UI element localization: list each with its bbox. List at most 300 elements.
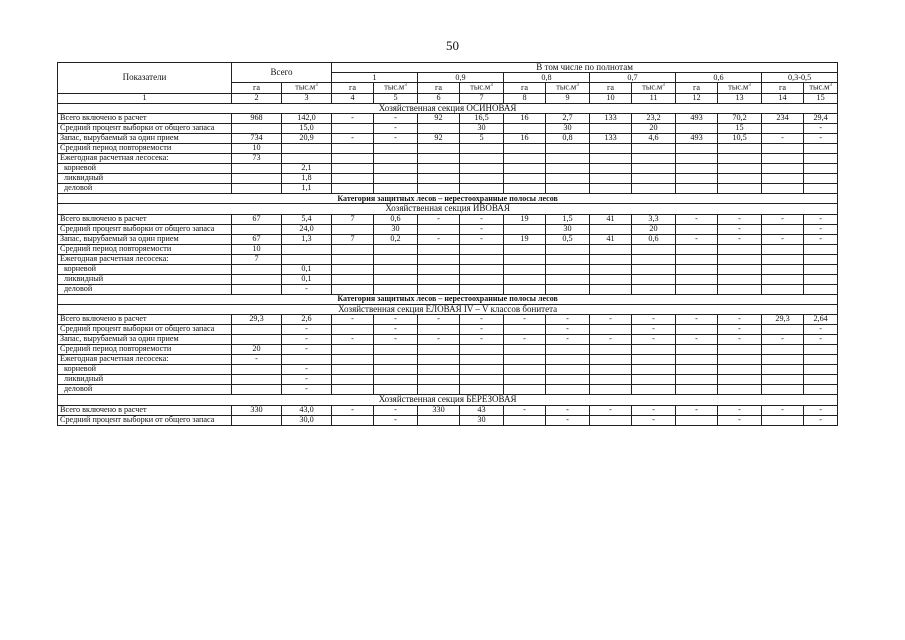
column-number: 3 xyxy=(282,93,332,103)
data-cell: - xyxy=(374,124,418,134)
data-cell: - xyxy=(762,405,804,415)
density-header: 0,6 xyxy=(676,73,762,83)
data-cell xyxy=(460,144,504,154)
data-cell xyxy=(332,124,374,134)
table-row xyxy=(58,335,838,345)
data-cell xyxy=(546,365,590,375)
unit-vol-sup: 3 xyxy=(576,83,579,89)
data-cell: 493 xyxy=(676,134,718,144)
data-cell xyxy=(374,345,418,355)
data-cell xyxy=(590,345,632,355)
table-row xyxy=(58,415,838,425)
data-cell: - xyxy=(546,325,590,335)
data-cell xyxy=(504,224,546,234)
data-cell: - xyxy=(762,214,804,224)
data-cell xyxy=(460,355,504,365)
data-cell xyxy=(332,174,374,184)
row-label: деловой xyxy=(58,184,232,194)
data-cell xyxy=(332,254,374,264)
data-cell xyxy=(762,224,804,234)
data-cell xyxy=(418,144,460,154)
data-cell xyxy=(762,124,804,134)
data-cell xyxy=(418,385,460,395)
data-cell xyxy=(632,365,676,375)
column-number: 6 xyxy=(418,93,460,103)
data-cell xyxy=(590,264,632,274)
data-cell xyxy=(718,264,762,274)
table-row xyxy=(58,244,838,254)
data-cell xyxy=(590,415,632,425)
data-cell: 20 xyxy=(632,224,676,234)
data-cell: 10 xyxy=(232,144,282,154)
row-label: Ежегодная расчетная лесосека: xyxy=(58,254,232,264)
data-cell: - xyxy=(282,365,332,375)
data-cell xyxy=(676,244,718,254)
data-cell: - xyxy=(804,405,838,415)
data-cell: - xyxy=(418,315,460,325)
data-cell: - xyxy=(804,335,838,345)
data-cell: 493 xyxy=(676,114,718,124)
data-cell: 67 xyxy=(232,214,282,224)
data-cell xyxy=(676,224,718,234)
data-cell xyxy=(632,144,676,154)
data-cell xyxy=(418,124,460,134)
data-cell: 133 xyxy=(590,134,632,144)
data-cell xyxy=(590,325,632,335)
data-cell xyxy=(504,164,546,174)
data-cell xyxy=(632,345,676,355)
data-cell: - xyxy=(332,335,374,345)
data-cell: 30 xyxy=(460,415,504,425)
data-cell xyxy=(632,385,676,395)
data-cell xyxy=(676,345,718,355)
data-cell xyxy=(332,224,374,234)
indicators-header: Показатели xyxy=(58,63,232,94)
data-cell xyxy=(804,375,838,385)
data-cell: 15,0 xyxy=(282,124,332,134)
data-cell xyxy=(418,244,460,254)
unit-ha-header: га xyxy=(676,83,718,93)
data-cell: 30 xyxy=(460,124,504,134)
data-cell xyxy=(232,184,282,194)
data-cell xyxy=(546,154,590,164)
column-number: 13 xyxy=(718,93,762,103)
data-cell xyxy=(804,164,838,174)
data-cell xyxy=(546,284,590,294)
data-cell: 234 xyxy=(762,114,804,124)
data-cell xyxy=(590,284,632,294)
data-cell xyxy=(718,144,762,154)
data-cell: - xyxy=(676,214,718,224)
data-cell xyxy=(676,365,718,375)
data-cell xyxy=(374,184,418,194)
data-cell: 24,0 xyxy=(282,224,332,234)
data-cell xyxy=(762,244,804,254)
data-cell xyxy=(804,365,838,375)
row-label: Всего включено в расчет xyxy=(58,214,232,224)
section-title: Хозяйственная секция ОСИНОВАЯ xyxy=(58,103,838,113)
table-row xyxy=(58,124,838,134)
data-cell: 0,6 xyxy=(632,234,676,244)
data-cell: 29,3 xyxy=(232,315,282,325)
data-cell: 0,1 xyxy=(282,274,332,284)
data-cell xyxy=(504,375,546,385)
data-cell xyxy=(504,154,546,164)
data-cell xyxy=(374,375,418,385)
data-cell xyxy=(232,284,282,294)
data-cell: - xyxy=(374,315,418,325)
forest-calculation-table xyxy=(57,62,838,426)
data-cell xyxy=(546,254,590,264)
data-cell: 734 xyxy=(232,134,282,144)
data-cell: 0,6 xyxy=(374,214,418,224)
data-cell xyxy=(676,385,718,395)
row-label: деловой xyxy=(58,385,232,395)
data-cell xyxy=(590,224,632,234)
data-cell xyxy=(762,174,804,184)
unit-vol-text: тыс.м xyxy=(809,83,830,93)
data-cell xyxy=(282,244,332,254)
data-cell xyxy=(718,365,762,375)
data-cell xyxy=(804,154,838,164)
unit-vol-text: тыс.м xyxy=(556,83,577,93)
data-cell xyxy=(504,355,546,365)
data-cell: - xyxy=(282,335,332,345)
data-cell: 19 xyxy=(504,234,546,244)
data-cell xyxy=(590,254,632,264)
data-cell xyxy=(718,174,762,184)
data-cell xyxy=(332,355,374,365)
table-row xyxy=(58,144,838,154)
unit-vol-sup: 3 xyxy=(662,83,665,89)
data-cell xyxy=(676,174,718,184)
data-cell xyxy=(632,355,676,365)
data-cell xyxy=(374,144,418,154)
data-cell xyxy=(504,415,546,425)
table-row xyxy=(58,345,838,355)
table-row xyxy=(58,274,838,284)
row-label: Средний процент выборки от общего запаса xyxy=(58,325,232,335)
unit-vol-sup: 3 xyxy=(829,83,832,89)
data-cell: - xyxy=(418,335,460,345)
data-cell xyxy=(418,184,460,194)
data-cell xyxy=(676,355,718,365)
data-cell: - xyxy=(460,224,504,234)
data-cell xyxy=(590,355,632,365)
data-cell xyxy=(232,325,282,335)
data-cell xyxy=(632,375,676,385)
data-cell xyxy=(632,274,676,284)
data-cell xyxy=(232,375,282,385)
data-cell xyxy=(460,254,504,264)
table-row xyxy=(58,385,838,395)
data-cell: - xyxy=(460,234,504,244)
data-cell: - xyxy=(762,134,804,144)
data-cell: - xyxy=(762,335,804,345)
column-number: 2 xyxy=(232,93,282,103)
data-cell xyxy=(374,355,418,365)
data-cell xyxy=(332,345,374,355)
data-cell: - xyxy=(374,335,418,345)
data-cell xyxy=(546,244,590,254)
data-cell xyxy=(504,264,546,274)
row-label: Запас, вырубаемый за один прием xyxy=(58,335,232,345)
row-label: Всего включено в расчет xyxy=(58,315,232,325)
data-cell: 16 xyxy=(504,134,546,144)
data-cell xyxy=(718,184,762,194)
row-label: корневой xyxy=(58,164,232,174)
data-cell: 30 xyxy=(546,224,590,234)
data-cell xyxy=(504,284,546,294)
data-cell xyxy=(460,184,504,194)
data-cell: 142,0 xyxy=(282,114,332,124)
data-cell xyxy=(418,375,460,385)
data-cell xyxy=(632,264,676,274)
data-cell: - xyxy=(762,234,804,244)
data-cell xyxy=(762,385,804,395)
data-cell xyxy=(804,385,838,395)
data-cell: 2,6 xyxy=(282,315,332,325)
data-cell xyxy=(332,164,374,174)
page-number: 50 xyxy=(446,38,459,53)
data-cell xyxy=(590,144,632,154)
table-row xyxy=(58,405,838,415)
density-header: 0,7 xyxy=(590,73,676,83)
table-row xyxy=(58,184,838,194)
data-cell xyxy=(460,274,504,284)
table-row xyxy=(58,214,838,224)
row-label: Средний процент выборки от общего запаса xyxy=(58,415,232,425)
data-cell xyxy=(374,174,418,184)
section-row xyxy=(58,204,838,214)
data-cell xyxy=(460,154,504,164)
section-row xyxy=(58,395,838,405)
data-cell xyxy=(804,144,838,154)
unit-vol-text: тыс.м xyxy=(295,83,316,93)
data-cell: - xyxy=(590,405,632,415)
data-cell: 0,5 xyxy=(546,234,590,244)
data-cell xyxy=(632,254,676,264)
unit-ha-header: га xyxy=(418,83,460,93)
data-cell: - xyxy=(804,224,838,234)
data-cell: - xyxy=(676,315,718,325)
data-cell: 43 xyxy=(460,405,504,415)
data-cell: - xyxy=(232,355,282,365)
table-row xyxy=(58,224,838,234)
data-cell: 0,8 xyxy=(546,134,590,144)
data-cell: 20 xyxy=(232,345,282,355)
data-cell xyxy=(232,164,282,174)
column-number: 8 xyxy=(504,93,546,103)
total-header: Всего xyxy=(232,63,332,83)
table-row xyxy=(58,164,838,174)
data-cell: - xyxy=(804,325,838,335)
column-number: 5 xyxy=(374,93,418,103)
data-cell xyxy=(232,264,282,274)
table-row xyxy=(58,284,838,294)
data-cell xyxy=(418,345,460,355)
data-cell xyxy=(332,385,374,395)
data-cell xyxy=(232,415,282,425)
unit-ha-header: га xyxy=(762,83,804,93)
data-cell xyxy=(460,345,504,355)
data-cell: - xyxy=(374,114,418,124)
data-cell xyxy=(676,325,718,335)
unit-vol-text: тыс.м xyxy=(642,83,663,93)
unit-vol-header xyxy=(632,83,676,93)
unit-vol-text: тыс.м xyxy=(470,83,491,93)
table-row xyxy=(58,325,838,335)
data-cell xyxy=(804,355,838,365)
data-cell: - xyxy=(718,224,762,234)
data-cell xyxy=(460,174,504,184)
unit-vol-sup: 3 xyxy=(315,83,318,89)
data-cell: 16,5 xyxy=(460,114,504,124)
row-label: ликвидный xyxy=(58,375,232,385)
data-cell: - xyxy=(718,415,762,425)
data-cell xyxy=(282,355,332,365)
data-cell xyxy=(804,184,838,194)
data-cell xyxy=(546,385,590,395)
category-title: Категория защитных лесов – нерестоохранные полосы лесов xyxy=(58,294,838,304)
data-cell xyxy=(232,365,282,375)
data-cell xyxy=(418,365,460,375)
data-cell xyxy=(504,184,546,194)
data-cell xyxy=(504,244,546,254)
data-cell: 10,5 xyxy=(718,134,762,144)
row-label: Всего включено в расчет xyxy=(58,405,232,415)
data-cell xyxy=(590,375,632,385)
data-cell: 41 xyxy=(590,234,632,244)
data-cell xyxy=(460,164,504,174)
data-cell xyxy=(718,164,762,174)
data-cell xyxy=(546,355,590,365)
row-label: корневой xyxy=(58,264,232,274)
table-row xyxy=(58,114,838,124)
data-cell xyxy=(546,264,590,274)
data-cell: 29,4 xyxy=(804,114,838,124)
data-cell xyxy=(632,164,676,174)
table-row xyxy=(58,264,838,274)
data-cell xyxy=(676,144,718,154)
column-number: 1 xyxy=(58,93,232,103)
data-cell: - xyxy=(504,405,546,415)
data-cell xyxy=(418,174,460,184)
data-cell: 0,1 xyxy=(282,264,332,274)
data-cell xyxy=(282,254,332,264)
data-cell: - xyxy=(546,315,590,325)
data-cell xyxy=(632,184,676,194)
data-cell xyxy=(546,274,590,284)
data-cell xyxy=(504,124,546,134)
data-cell xyxy=(590,274,632,284)
data-cell: - xyxy=(632,325,676,335)
data-cell xyxy=(804,264,838,274)
data-cell: 67 xyxy=(232,234,282,244)
data-cell: 133 xyxy=(590,114,632,124)
data-cell: - xyxy=(374,325,418,335)
data-cell: 3,3 xyxy=(632,214,676,224)
data-cell xyxy=(418,264,460,274)
data-cell xyxy=(762,184,804,194)
data-cell: 20,9 xyxy=(282,134,332,144)
data-cell: - xyxy=(676,405,718,415)
data-cell xyxy=(460,244,504,254)
density-group-header: В том числе по полнотам xyxy=(332,63,838,73)
data-cell xyxy=(762,365,804,375)
data-cell: - xyxy=(546,405,590,415)
data-cell xyxy=(676,375,718,385)
data-cell xyxy=(232,224,282,234)
table-row xyxy=(58,134,838,144)
data-cell: - xyxy=(590,335,632,345)
data-cell xyxy=(718,274,762,284)
data-cell: 30 xyxy=(374,224,418,234)
data-cell xyxy=(546,375,590,385)
data-cell xyxy=(418,325,460,335)
column-number: 10 xyxy=(590,93,632,103)
data-cell: - xyxy=(374,134,418,144)
data-cell xyxy=(762,284,804,294)
data-cell: 92 xyxy=(418,134,460,144)
row-label: Ежегодная расчетная лесосека: xyxy=(58,154,232,164)
data-cell: - xyxy=(718,214,762,224)
section-row xyxy=(58,103,838,113)
table-row xyxy=(58,365,838,375)
data-cell: - xyxy=(804,415,838,425)
data-cell: - xyxy=(460,214,504,224)
data-cell xyxy=(676,264,718,274)
data-cell: - xyxy=(332,315,374,325)
data-cell xyxy=(332,154,374,164)
row-label: ликвидный xyxy=(58,174,232,184)
data-cell: - xyxy=(804,134,838,144)
data-cell xyxy=(676,254,718,264)
data-cell: 19 xyxy=(504,214,546,224)
data-cell: - xyxy=(632,415,676,425)
data-cell: - xyxy=(332,114,374,124)
unit-vol-sup: 3 xyxy=(490,83,493,89)
data-cell xyxy=(374,385,418,395)
data-cell xyxy=(374,274,418,284)
data-cell: - xyxy=(374,415,418,425)
data-cell xyxy=(332,325,374,335)
data-cell xyxy=(804,274,838,284)
data-cell xyxy=(718,345,762,355)
unit-vol-header xyxy=(718,83,762,93)
data-cell xyxy=(762,375,804,385)
data-cell: - xyxy=(718,335,762,345)
data-cell: - xyxy=(374,405,418,415)
row-label: ликвидный xyxy=(58,274,232,284)
data-cell xyxy=(804,254,838,264)
column-number: 14 xyxy=(762,93,804,103)
data-cell xyxy=(718,254,762,264)
data-cell: 23,2 xyxy=(632,114,676,124)
data-cell: 5,4 xyxy=(282,214,332,224)
column-number: 4 xyxy=(332,93,374,103)
row-label: Средний период повторяемости xyxy=(58,345,232,355)
data-cell xyxy=(232,335,282,345)
data-cell xyxy=(504,325,546,335)
data-cell xyxy=(374,164,418,174)
data-cell xyxy=(460,385,504,395)
data-cell: 2,7 xyxy=(546,114,590,124)
data-cell xyxy=(332,244,374,254)
data-cell: - xyxy=(546,335,590,345)
data-cell xyxy=(804,174,838,184)
data-cell xyxy=(460,375,504,385)
